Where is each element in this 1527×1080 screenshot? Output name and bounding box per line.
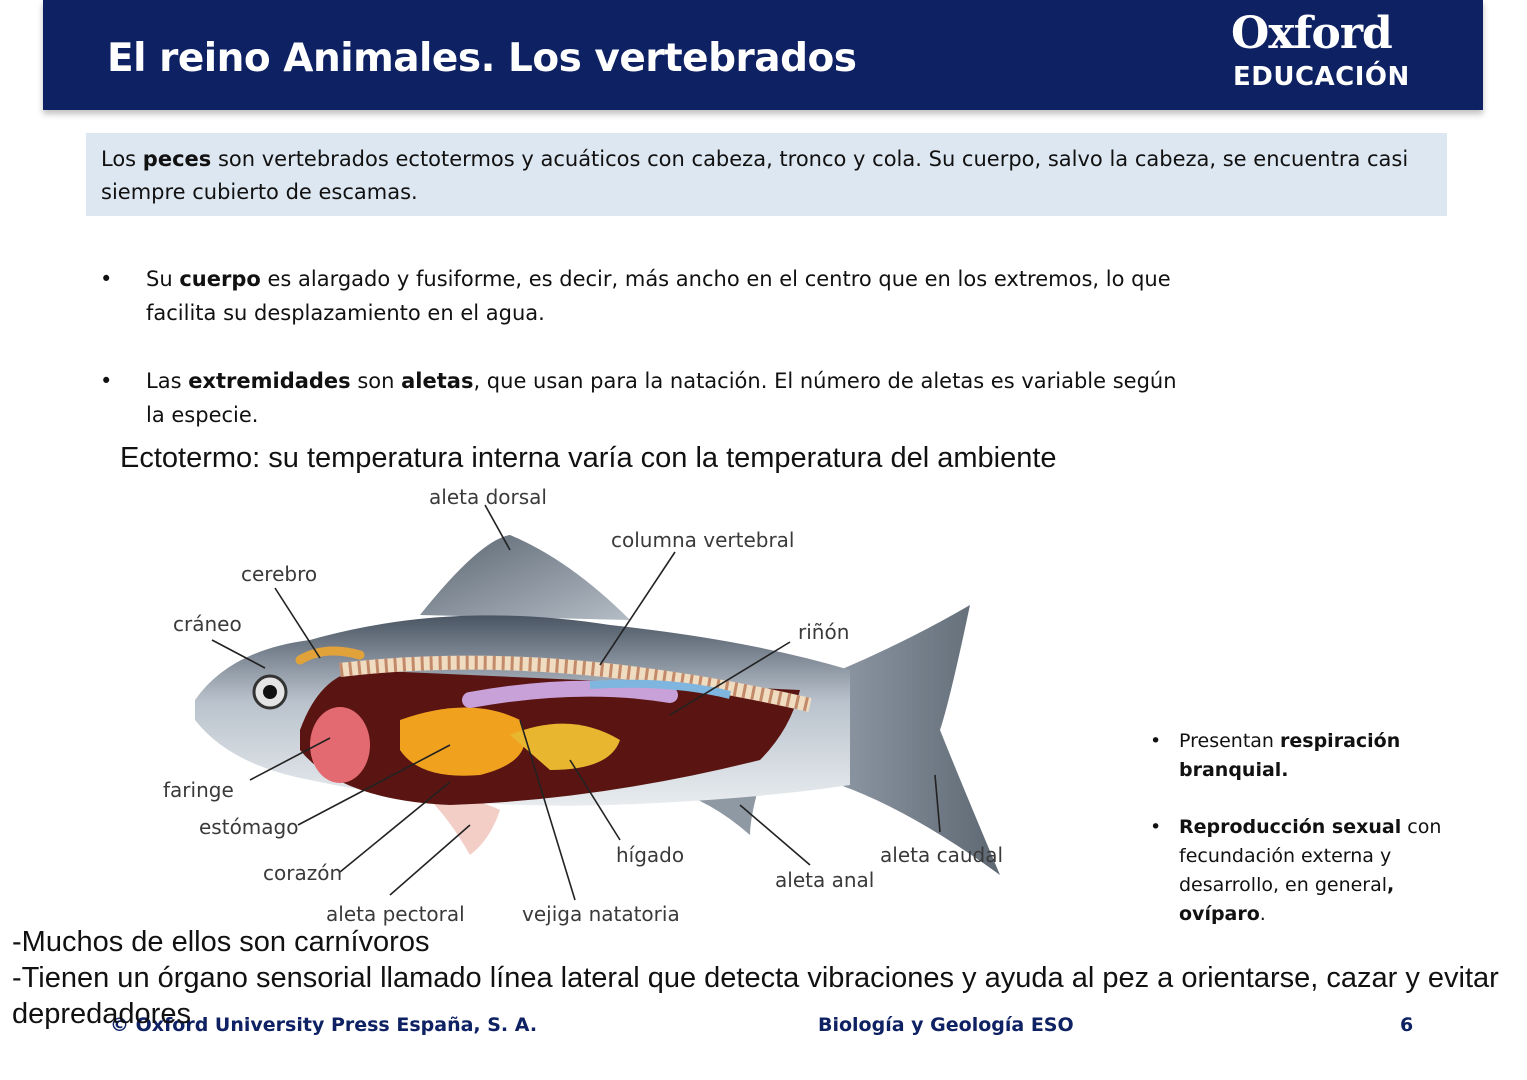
label-aleta-pectoral: aleta pectoral — [326, 902, 465, 926]
intro-bold-peces: peces — [142, 147, 212, 171]
label-aleta-dorsal: aleta dorsal — [429, 485, 547, 509]
label-higado: hígado — [616, 843, 685, 867]
bullet-bold: aletas — [401, 369, 474, 393]
bullet-text-part: Su — [146, 267, 180, 291]
label-corazon: corazón — [263, 861, 343, 885]
label-aleta-caudal: aleta caudal — [880, 843, 1004, 867]
bullet-text-part: son — [350, 369, 402, 393]
right-bullet-bold: ovíparo — [1179, 903, 1260, 925]
intro-text-part: Los — [101, 147, 143, 171]
footer-page-number: 6 — [1400, 1014, 1414, 1036]
intro-text — [101, 143, 1441, 209]
right-bullet-bold: , — [1387, 874, 1395, 896]
label-aleta-anal: aleta anal — [775, 868, 875, 892]
label-estomago: estómago — [199, 815, 299, 839]
right-bullet-text: con fecundación externa y desarrollo, en general — [1179, 816, 1442, 896]
bullet-text — [146, 364, 1180, 432]
bullet-icon: • — [1150, 730, 1162, 752]
intro-text-part: son vertebrados ectotermos y acuáticos con cabeza, tronco y cola. Su cuerpo, salvo la cabeza, se encuentra casi siempre cubierto de escamas. — [101, 147, 1409, 204]
label-craneo: cráneo — [173, 612, 242, 636]
bullet-icon: • — [100, 267, 113, 291]
bullet-extremidades — [100, 364, 1180, 432]
right-bullet-text: Presentan — [1179, 730, 1281, 752]
educacion-logo-text: EDUCACIÓN — [1233, 62, 1410, 92]
bullet-text-part: es alargado y fusiforme, es decir, más ancho en el centro que en los extremos, lo que facilita su desplazamiento en el agua. — [146, 267, 1171, 325]
notes-block — [12, 924, 1512, 1032]
gills-shape — [310, 707, 370, 783]
bullet-text — [146, 262, 1180, 330]
right-bullet-list — [1150, 727, 1450, 957]
oxford-logo-text: Oxford — [1231, 8, 1392, 59]
label-cerebro: cerebro — [241, 562, 318, 586]
label-faringe: faringe — [163, 778, 234, 802]
label-rinon: riñón — [798, 620, 850, 644]
caudal-fin-shape — [840, 605, 1000, 875]
bullet-text-part: Las — [146, 369, 189, 393]
right-bullet-reproduccion — [1150, 813, 1450, 929]
page-title: El reino Animales. Los vertebrados — [107, 36, 857, 81]
header-bar — [43, 0, 1483, 110]
bullet-bold: extremidades — [188, 369, 351, 393]
pupil-shape — [263, 685, 277, 699]
right-bullet-bold: Reproducción sexual — [1179, 816, 1402, 838]
right-bullet-bold: respiración branquial. — [1179, 730, 1401, 781]
dorsal-fin-shape — [420, 535, 630, 620]
right-bullet-text: . — [1259, 903, 1266, 925]
bullet-icon: • — [100, 369, 113, 393]
note-line: -Tienen un órgano sensorial llamado línea lateral que detecta vibraciones y ayuda al pez a orientarse, cazar y evitar depredadores — [12, 962, 1499, 1030]
footer-subject: Biología y Geología ESO — [818, 1014, 1074, 1036]
bullet-bold: cuerpo — [179, 267, 261, 291]
ectotermo-note: Ectotermo: su temperatura interna varía con la temperatura del ambiente — [120, 442, 1057, 474]
footer-copyright: © Oxford University Press España, S. A. — [110, 1014, 538, 1036]
bullet-text-part: , que usan para la natación. El número de aletas es variable según la especie. — [146, 369, 1177, 427]
note-line: -Muchos de ellos son carnívoros — [12, 926, 430, 958]
bullet-icon: • — [1150, 816, 1162, 838]
label-vejiga-natatoria: vejiga natatoria — [522, 902, 680, 926]
bullet-cuerpo — [100, 262, 1180, 330]
right-bullet-respiracion — [1150, 727, 1450, 785]
label-columna-vertebral: columna vertebral — [611, 528, 795, 552]
intro-box — [86, 133, 1447, 216]
